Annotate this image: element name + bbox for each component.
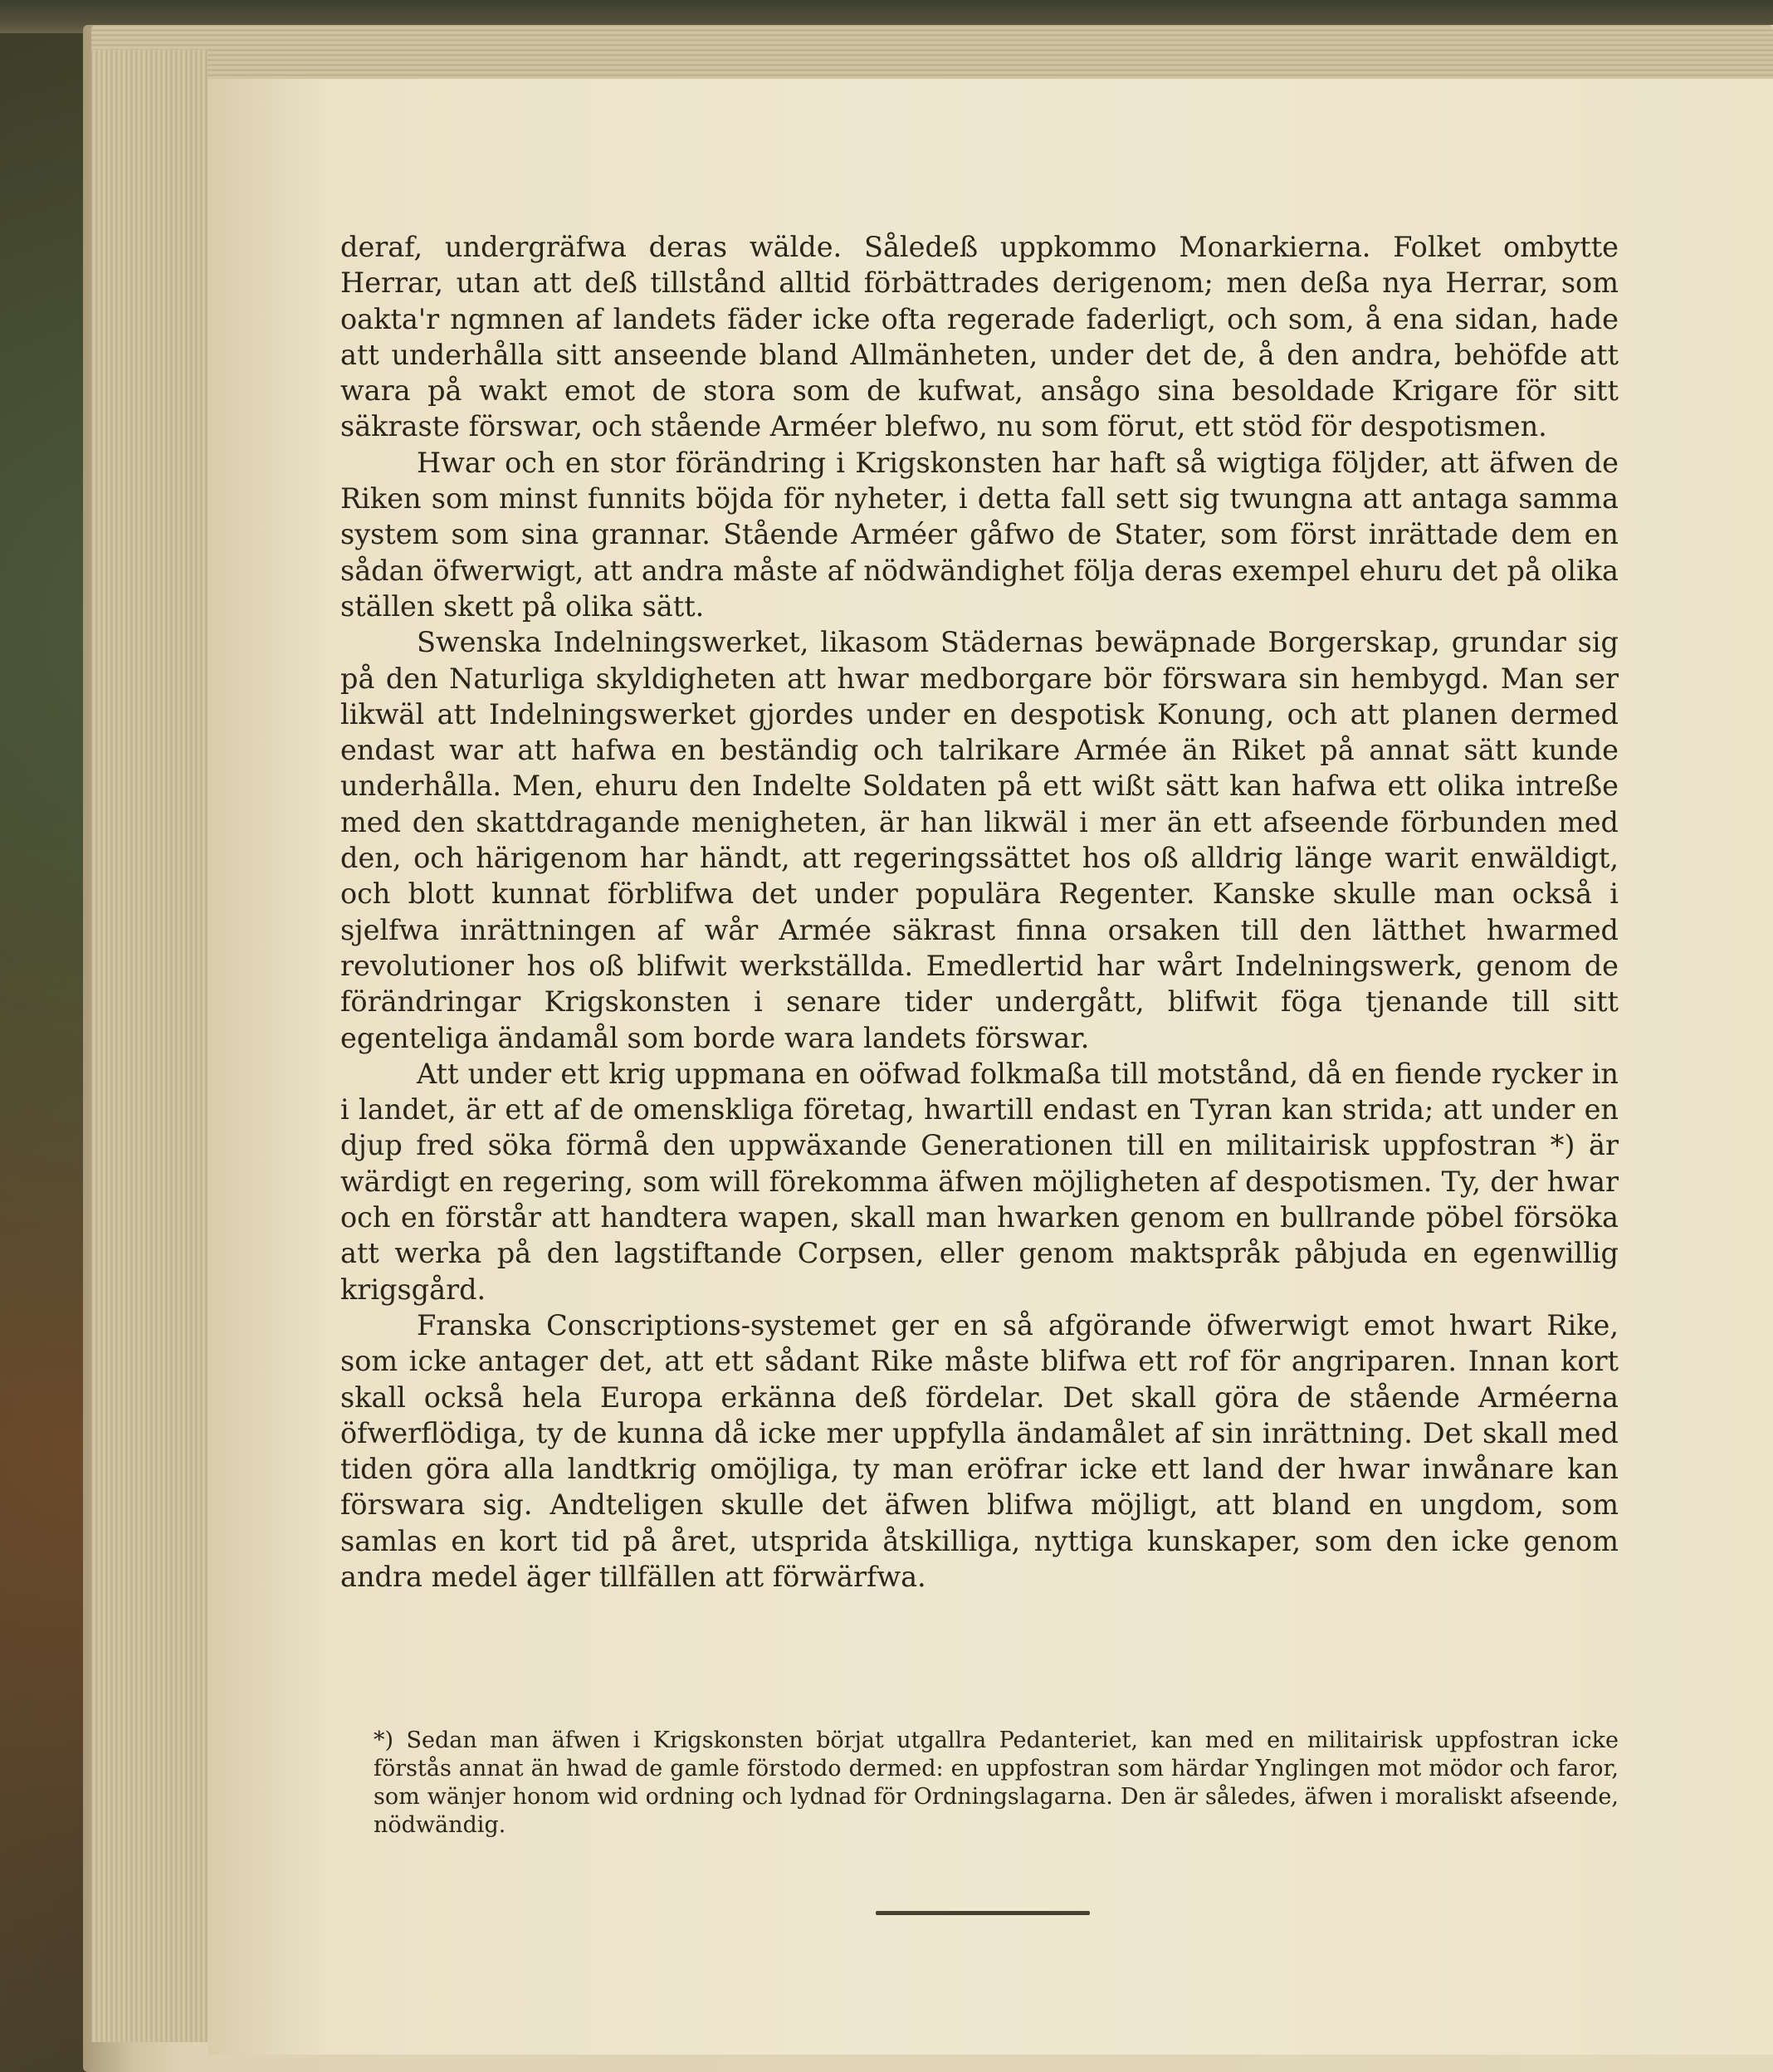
page-left-edges	[91, 50, 208, 2042]
section-rule	[876, 1911, 1090, 1915]
paragraph: Franska Conscriptions-systemet ger en så afgörande öfwerwigt emot hwart Rike, som icke antager det, att ett sådant Rike måste blifwa ett rof för angriparen. Innan kort skall också hela Europa erkänna deß fördelar. Det skall göra de stående Arméerna öfwerflödiga, ty de kunna då icke mer uppfylla ändamålet af sin inrättning. Det skall med tiden göra alla landtkrig omöjliga, ty man eröfrar icke ett land der hwar inwånare kan förswara sig. Andteligen skulle det äfwen blifwa möjligt, att bland en ungdom, som samlas en kort tid på året, utsprida åtskilliga, nyttiga kunskaper, som den icke genom andra medel äger tillfällen att förwärfwa.	[340, 1308, 1619, 1593]
paragraph: Swenska Indelningswerket, likasom Städernas bewäpnade Borgerskap, grundar sig på den Naturliga skyldigheten att hwar medborgare bör förswara sin hembygd. Man ser likwäl att Indelningswerket gjordes under en despotisk Konung, och att planen dermed endast war att hafwa en beständig och talrikare Armée än Riket på annat sätt kunde underhålla. Men, ehuru den Indelte Soldaten på ett wißt sätt kan hafwa ett olika intreße med den skattdragande menigheten, är han likwäl i mer än ett afseende förbunden med den, och härigenom har händt, att regeringssättet hos oß alldrig länge warit enwäldigt, och blott kunnat förblifwa det under populära Regenter. Kanske skulle man också i sjelfwa inrättningen af wår Armée säkrast finna orsaken till den lätthet hwarmed revolutioner hos oß blifwit werkställda. Emedlertid har wårt Indelningswerk, genom de förändringar Krigskonsten i senare tider undergått, blifwit föga tjenande till sitt egenteliga ändamål som borde wara landets förswar.	[340, 626, 1619, 1054]
page-top-edges	[91, 25, 1773, 83]
paragraph: Att under ett krig uppmana en oöfwad folkmaßa till motstånd, då en fiende rycker in i landet, är ett af de omenskliga företag, hwartill endast en Tyran kan strida; att under en djup fred söka förmå den uppwäxande Generationen till en militairisk uppfostran *) är wärdigt en regering, som will förekomma äfwen möjligheten af despotismen. Ty, der hwar och en förstår att handtera wapen, skall man hwarken genom en bullrande pöbel försöka att werka på den lagstiftande Corpsen, eller genom maktspråk påbjuda en egenwillig krigsgård.	[340, 1057, 1619, 1306]
main-text	[340, 229, 1619, 1595]
paragraph: Hwar och en stor förändring i Krigskonsten har haft så wigtiga följder, att äfwen de Riken som minst funnits böjda för nyheter, i detta fall sett sig twungna att antaga samma system som sina grannar. Stående Arméer gåfwo de Stater, som först inrättade dem en sådan öfwerwigt, att andra måste af nödwändighet följa deras exempel ehuru det på olika ställen skett på olika sätt.	[340, 446, 1619, 623]
footnote: *) Sedan man äfwen i Krigskonsten börjat utgallra Pedanteriet, kan med en militairisk uppfostran icke förstås annat än hwad de gamle förstodo dermed: en uppfostran som härdar Ynglingen mot mödor och faror, som wänjer honom wid ordning och lydnad för Ordningslagarna. Den är således, äfwen i moraliskt afseende, nödwändig.	[374, 1727, 1619, 1838]
paragraph: deraf, undergräfwa deras wälde. Såledeß uppkommo Monarkierna. Folket ombytte Herrar, utan att deß tillstånd alltid förbättrades derigenom; men deßa nya Herrar, som oakta'r ngmnen af landets fäder icke ofta regerade faderligt, och som, å ena sidan, hade att underhålla sitt anseende bland Allmänheten, under det de, å den andra, behöfde att wara på wakt emot de stora som de kufwat, ansågo sina besoldade Krigare för sitt säkraste förswar, och stående Arméer blefwo, nu som förut, ett stöd för despotismen.	[340, 231, 1619, 443]
